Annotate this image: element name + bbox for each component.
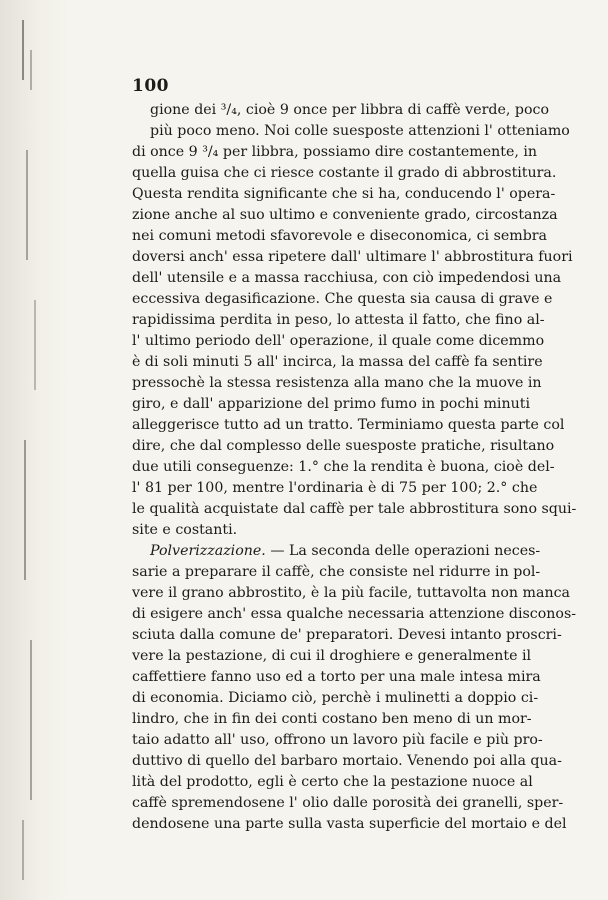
- text-fragment: — La seconda delle operazioni neces-: [270, 543, 541, 559]
- page-gutter: [0, 0, 70, 900]
- text-line: eccessiva degasificazione. Che questa sia causa di grave e: [132, 291, 553, 307]
- text-line: vere il grano abbrostito, è la più facile, tuttavolta non manca: [132, 585, 570, 601]
- binding-mark: [22, 20, 24, 80]
- text-line: nei comuni metodi sfavorevole e diseconomica, ci sembra: [132, 228, 548, 244]
- text-line: dell' utensile e a massa racchiusa, con ciò impedendosi una: [132, 270, 562, 286]
- binding-mark: [30, 50, 32, 90]
- binding-mark: [24, 440, 26, 580]
- text-line: due utili conseguenze: 1.° che la rendita è buona, cioè del-: [132, 459, 555, 475]
- text-line: di once 9 ³/₄ per libbra, possiamo dire costantemente, in: [132, 144, 538, 160]
- text-line: più poco meno. Noi colle suesposte attenzioni l' otteniamo: [150, 123, 570, 139]
- page-number: 100: [132, 76, 169, 96]
- text-line: lindro, che in fin dei conti costano ben meno di un mor-: [132, 711, 532, 727]
- binding-mark: [22, 820, 24, 880]
- text-line: zione anche al suo ultimo e conveniente grado, circostanza: [132, 207, 558, 223]
- text-line: dire, che dal complesso delle suesposte pratiche, risultano: [132, 438, 555, 454]
- text-line: gione dei ³/₄, cioè 9 once per libbra di caffè verde, poco: [150, 102, 549, 118]
- text-line: giro, e dall' apparizione del primo fumo in pochi minuti: [132, 396, 530, 412]
- text-line: l' ultimo periodo dell' operazione, il quale come dicemmo: [132, 333, 545, 349]
- text-line: lità del prodotto, egli è certo che la pestazione nuoce al: [132, 774, 533, 790]
- text-line: rapidissima perdita in peso, lo attesta il fatto, che fino al-: [132, 312, 545, 328]
- text-line: dendosene una parte sulla vasta superficie del mortaio e del: [132, 816, 567, 832]
- binding-mark: [34, 300, 36, 390]
- text-line: è di soli minuti 5 all' incirca, la massa del caffè fa sentire: [132, 354, 543, 370]
- text-line: alleggerisce tutto ad un tratto. Terminiamo questa parte col: [132, 417, 565, 433]
- binding-mark: [26, 150, 28, 260]
- text-line: duttivo di quello del barbaro mortaio. Venendo poi alla qua-: [132, 753, 562, 769]
- text-line: sciuta dalla comune de' preparatori. Devesi intanto proscri-: [132, 627, 562, 643]
- binding-mark: [30, 640, 32, 800]
- text-line: caffè spremendosene l' olio dalle porosità dei granelli, sper-: [132, 795, 564, 811]
- text-line: pressochè la stessa resistenza alla mano che la muove in: [132, 375, 542, 391]
- text-line: sarie a preparare il caffè, che consiste nel ridurre in pol-: [132, 564, 541, 580]
- text-line: l' 81 per 100, mentre l'ordinaria è di 75 per 100; 2.° che: [132, 480, 538, 496]
- text-line: di esigere anch' essa qualche necessaria attenzione disconos-: [132, 606, 577, 622]
- text-line: di economia. Diciamo ciò, perchè i mulinetti a doppio ci-: [132, 690, 539, 706]
- text-line: Questa rendita significante che si ha, conducendo l' opera-: [132, 186, 556, 202]
- section-heading-line: [132, 541, 541, 562]
- text-line: caffettiere fanno uso ed a torto per una male intesa mira: [132, 669, 541, 685]
- text-line: site e costanti.: [132, 522, 238, 538]
- text-line: vere la pestazione, di cui il droghiere e generalmente il: [132, 648, 532, 664]
- text-line: quella guisa che ci riesce costante il grado di abbrostitura.: [132, 165, 557, 181]
- body-text: [132, 100, 577, 835]
- text-line: le qualità acquistate dal caffè per tale abbrostitura sono squi-: [132, 501, 577, 517]
- text-line: doversi anch' essa ripetere dall' ultimare l' abbrostitura fuori: [132, 249, 573, 265]
- section-title: Polverizzazione.: [150, 543, 266, 559]
- text-line: taio adatto all' uso, offrono un lavoro più facile e più pro-: [132, 732, 543, 748]
